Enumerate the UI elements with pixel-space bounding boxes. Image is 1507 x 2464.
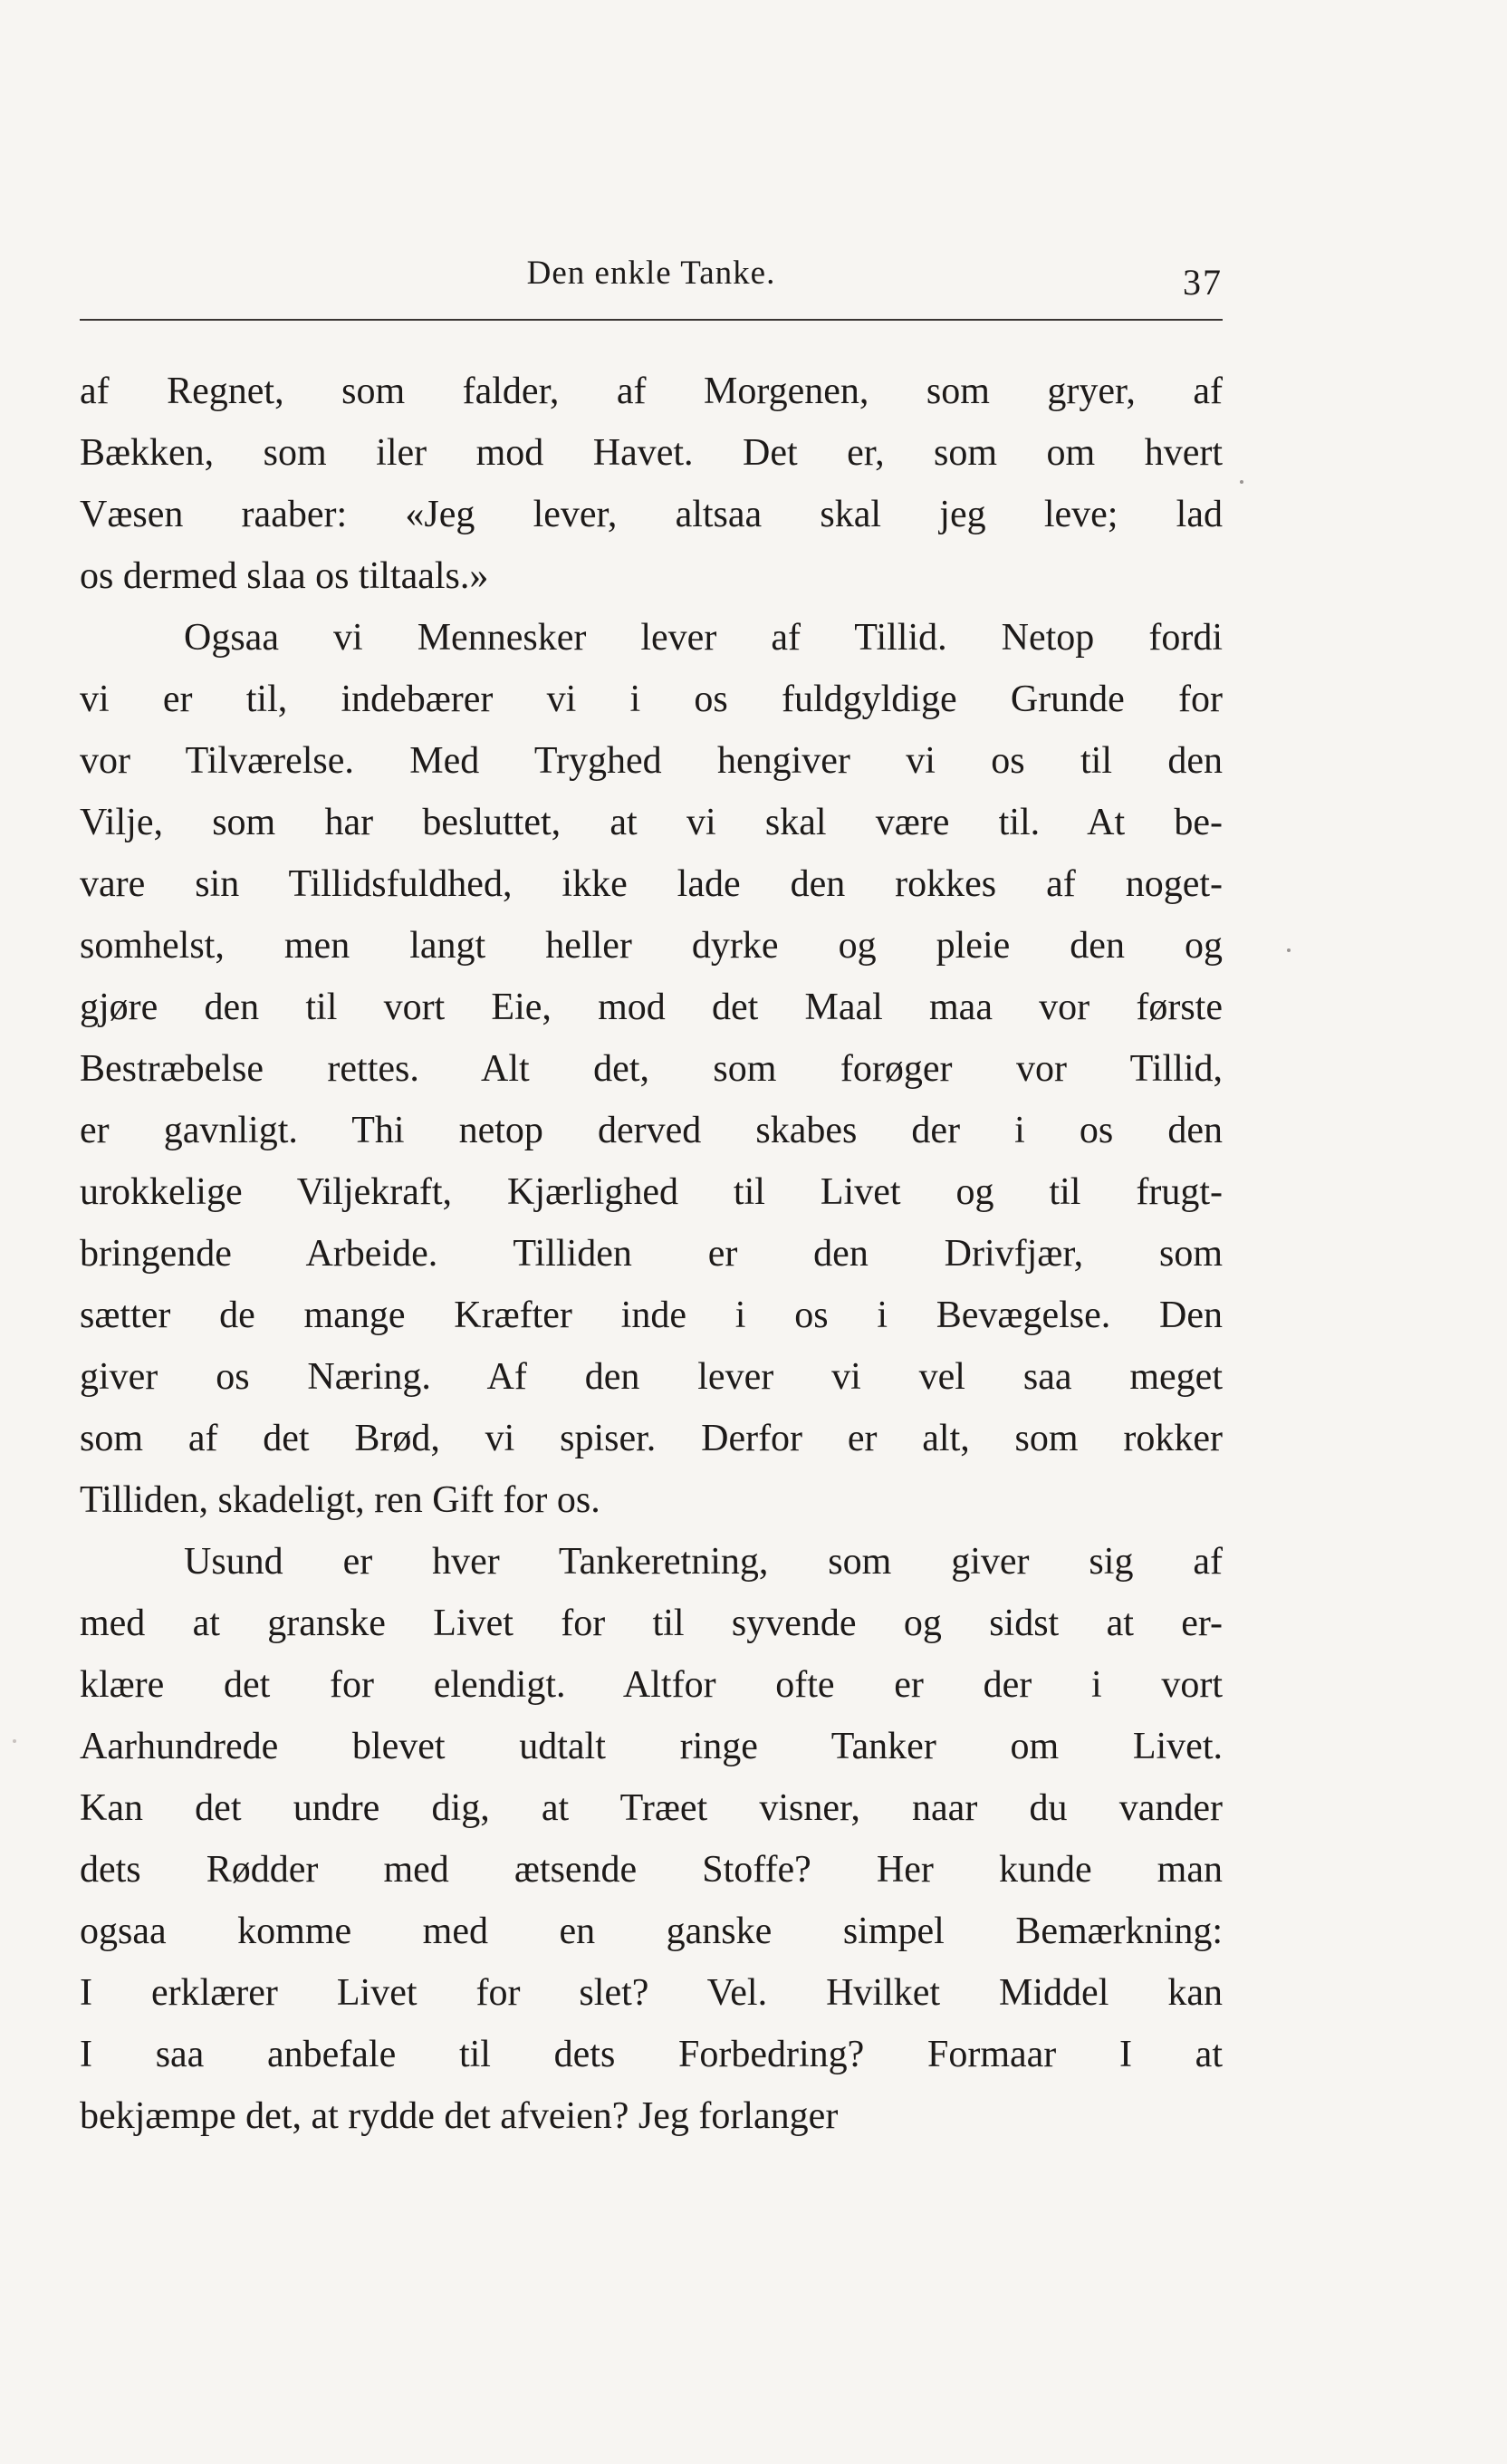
text-line: bringende Arbeide. Tilliden er den Drivfjær, som: [80, 1233, 1223, 1275]
text-line: somhelst, men langt heller dyrke og pleie den og: [80, 925, 1223, 967]
text-line: giver os Næring. Af den lever vi vel saa meget: [80, 1356, 1223, 1398]
paper-speck: [13, 1739, 16, 1743]
text-line: Bestræbelse rettes. Alt det, som forøger vor Tillid,: [80, 1048, 1223, 1090]
text-line: Kan det undre dig, at Træet visner, naar du vander: [80, 1787, 1223, 1829]
text-line: Bækken, som iler mod Havet. Det er, som om hvert: [80, 432, 1223, 474]
text-line: Ogsaa vi Mennesker lever af Tillid. Netop fordi: [184, 617, 1223, 659]
text-line: vor Tilværelse. Med Tryghed hengiver vi os til den: [80, 740, 1223, 782]
text-line: som af det Brød, vi spiser. Derfor er alt, som rokker: [80, 1418, 1223, 1459]
text-line: os dermed slaa os tiltaals.»: [80, 555, 489, 597]
text-line: Vilje, som har besluttet, at vi skal være til. At be-: [80, 802, 1223, 843]
running-header: [80, 246, 1223, 319]
paragraph: [80, 361, 1223, 607]
paper-speck: [1287, 948, 1291, 952]
body-text: [80, 361, 1223, 2147]
paragraph: [80, 607, 1223, 1531]
text-line: af Regnet, som falder, af Morgenen, som gryer, af: [80, 371, 1223, 412]
paper-speck: [1240, 480, 1243, 484]
text-line: I saa anbefale til dets Forbedring? Formaar I at: [80, 2034, 1223, 2075]
text-line: ogsaa komme med en ganske simpel Bemærkning:: [80, 1911, 1223, 1952]
paragraph: [80, 1531, 1223, 2147]
text-line: vi er til, indebærer vi i os fuldgyldige Grunde for: [80, 679, 1223, 720]
text-line: gjøre den til vort Eie, mod det Maal maa vor første: [80, 987, 1223, 1028]
text-line: urokkelige Viljekraft, Kjærlighed til Livet og til frugt-: [80, 1171, 1223, 1213]
page-number: 37: [1183, 262, 1223, 303]
text-line: Aarhundrede blevet udtalt ringe Tanker om Livet.: [80, 1726, 1223, 1767]
header-rule: [80, 319, 1223, 321]
text-line: bekjæmpe det, at rydde det afveien? Jeg forlanger: [80, 2095, 839, 2137]
text-line: vare sin Tillidsfuldhed, ikke lade den rokkes af noget-: [80, 863, 1223, 905]
text-line: I erklærer Livet for slet? Vel. Hvilket Middel kan: [80, 1972, 1223, 2014]
text-line: Tilliden, skadeligt, ren Gift for os.: [80, 1479, 600, 1521]
text-line: er gavnligt. Thi netop derved skabes der i os den: [80, 1110, 1223, 1151]
text-line: dets Rødder med ætsende Stoffe? Her kunde man: [80, 1849, 1223, 1891]
text-line: med at granske Livet for til syvende og sidst at er-: [80, 1603, 1223, 1644]
text-line: Usund er hver Tankeretning, som giver sig af: [184, 1541, 1223, 1583]
text-line: sætter de mange Kræfter inde i os i Bevægelse. Den: [80, 1295, 1223, 1336]
text-line: klære det for elendigt. Altfor ofte er der i vort: [80, 1664, 1223, 1706]
text-line: Væsen raaber: «Jeg lever, altsaa skal jeg leve; lad: [80, 494, 1223, 535]
running-title: Den enkle Tanke.: [526, 255, 776, 292]
